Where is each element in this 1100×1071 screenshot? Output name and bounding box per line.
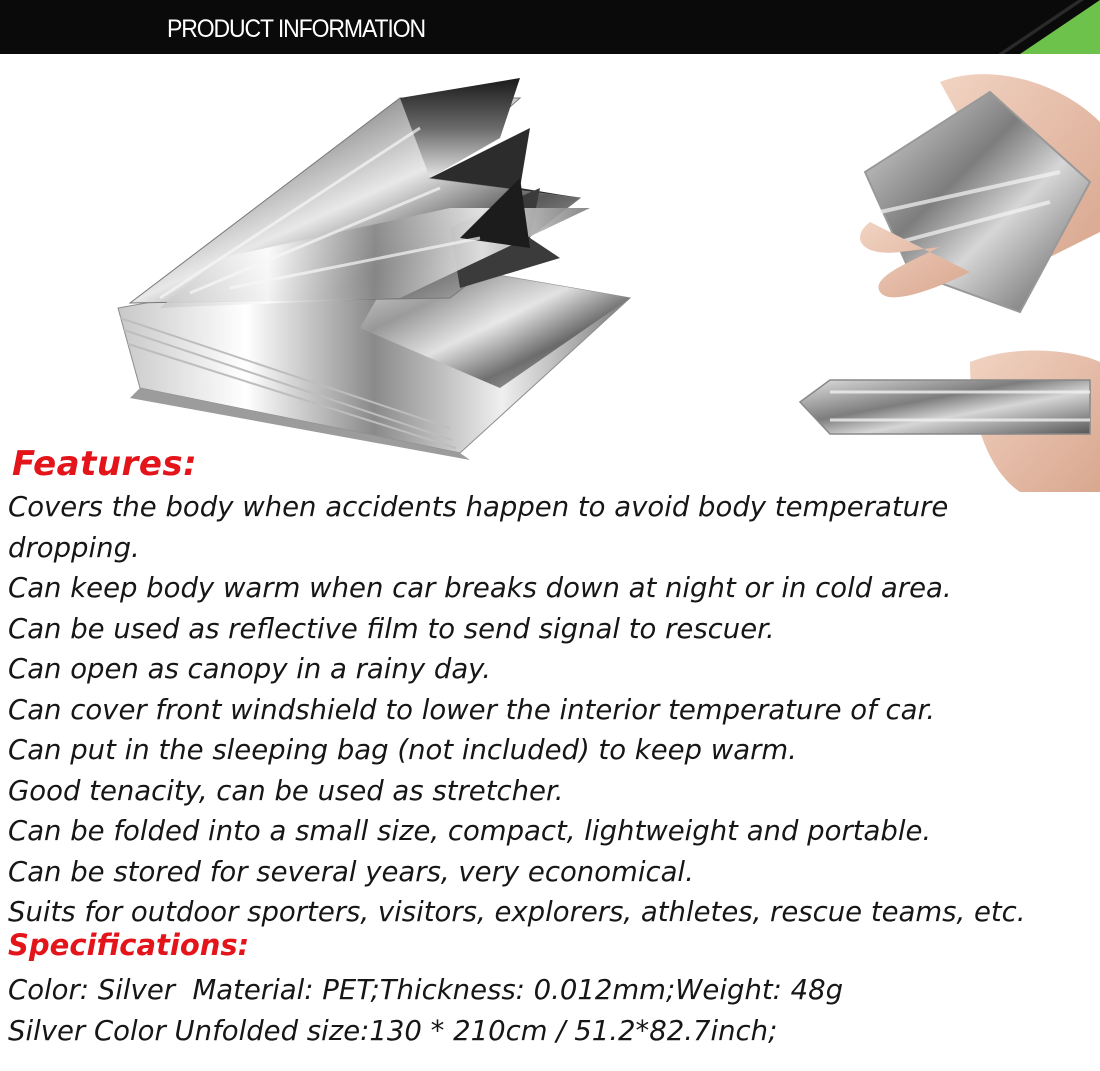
feature-line: Can open as canopy in a rainy day. xyxy=(8,653,492,685)
spec-line: Silver Color Unfolded size:130 * 210cm / 51.2*82.7inch; xyxy=(8,1014,778,1047)
specifications-list xyxy=(8,970,1100,1051)
feature-line: Can be folded into a small size, compact, lightweight and portable. xyxy=(8,815,932,847)
feature-line: Can be used as reflective film to send signal to rescuer. xyxy=(8,612,775,645)
feature-line: Can put in the sleeping bag (not included) to keep warm. xyxy=(8,734,797,766)
feature-list xyxy=(8,487,1100,933)
features-heading: Features: xyxy=(12,444,198,484)
feature-line: Suits for outdoor sporters, visitors, explorers, athletes, rescue teams, etc. xyxy=(8,896,1026,928)
feature-line: Can cover front windshield to lower the interior temperature of car. xyxy=(8,693,936,726)
header-accent-stripe xyxy=(900,0,1100,54)
packaged-blanket-images xyxy=(790,62,1100,492)
feature-line: Covers the body when accidents happen to avoid body temperature xyxy=(8,491,949,523)
feature-line: Good tenacity, can be used as stretcher. xyxy=(8,774,564,807)
header-title: PRODUCT INFORMATION xyxy=(167,15,426,43)
feature-line: Can keep body warm when car breaks down at night or in cold area. xyxy=(8,572,952,604)
header-bar xyxy=(0,0,1100,54)
specifications-heading: Specifications: xyxy=(8,928,250,962)
feature-line: Can be stored for several years, very economical. xyxy=(8,855,694,888)
spec-line: Color: Silver Material: PET;Thickness: 0.012mm;Weight: 48g xyxy=(8,974,844,1006)
feature-line: dropping. xyxy=(8,531,140,564)
folded-blanket-image xyxy=(100,68,640,460)
